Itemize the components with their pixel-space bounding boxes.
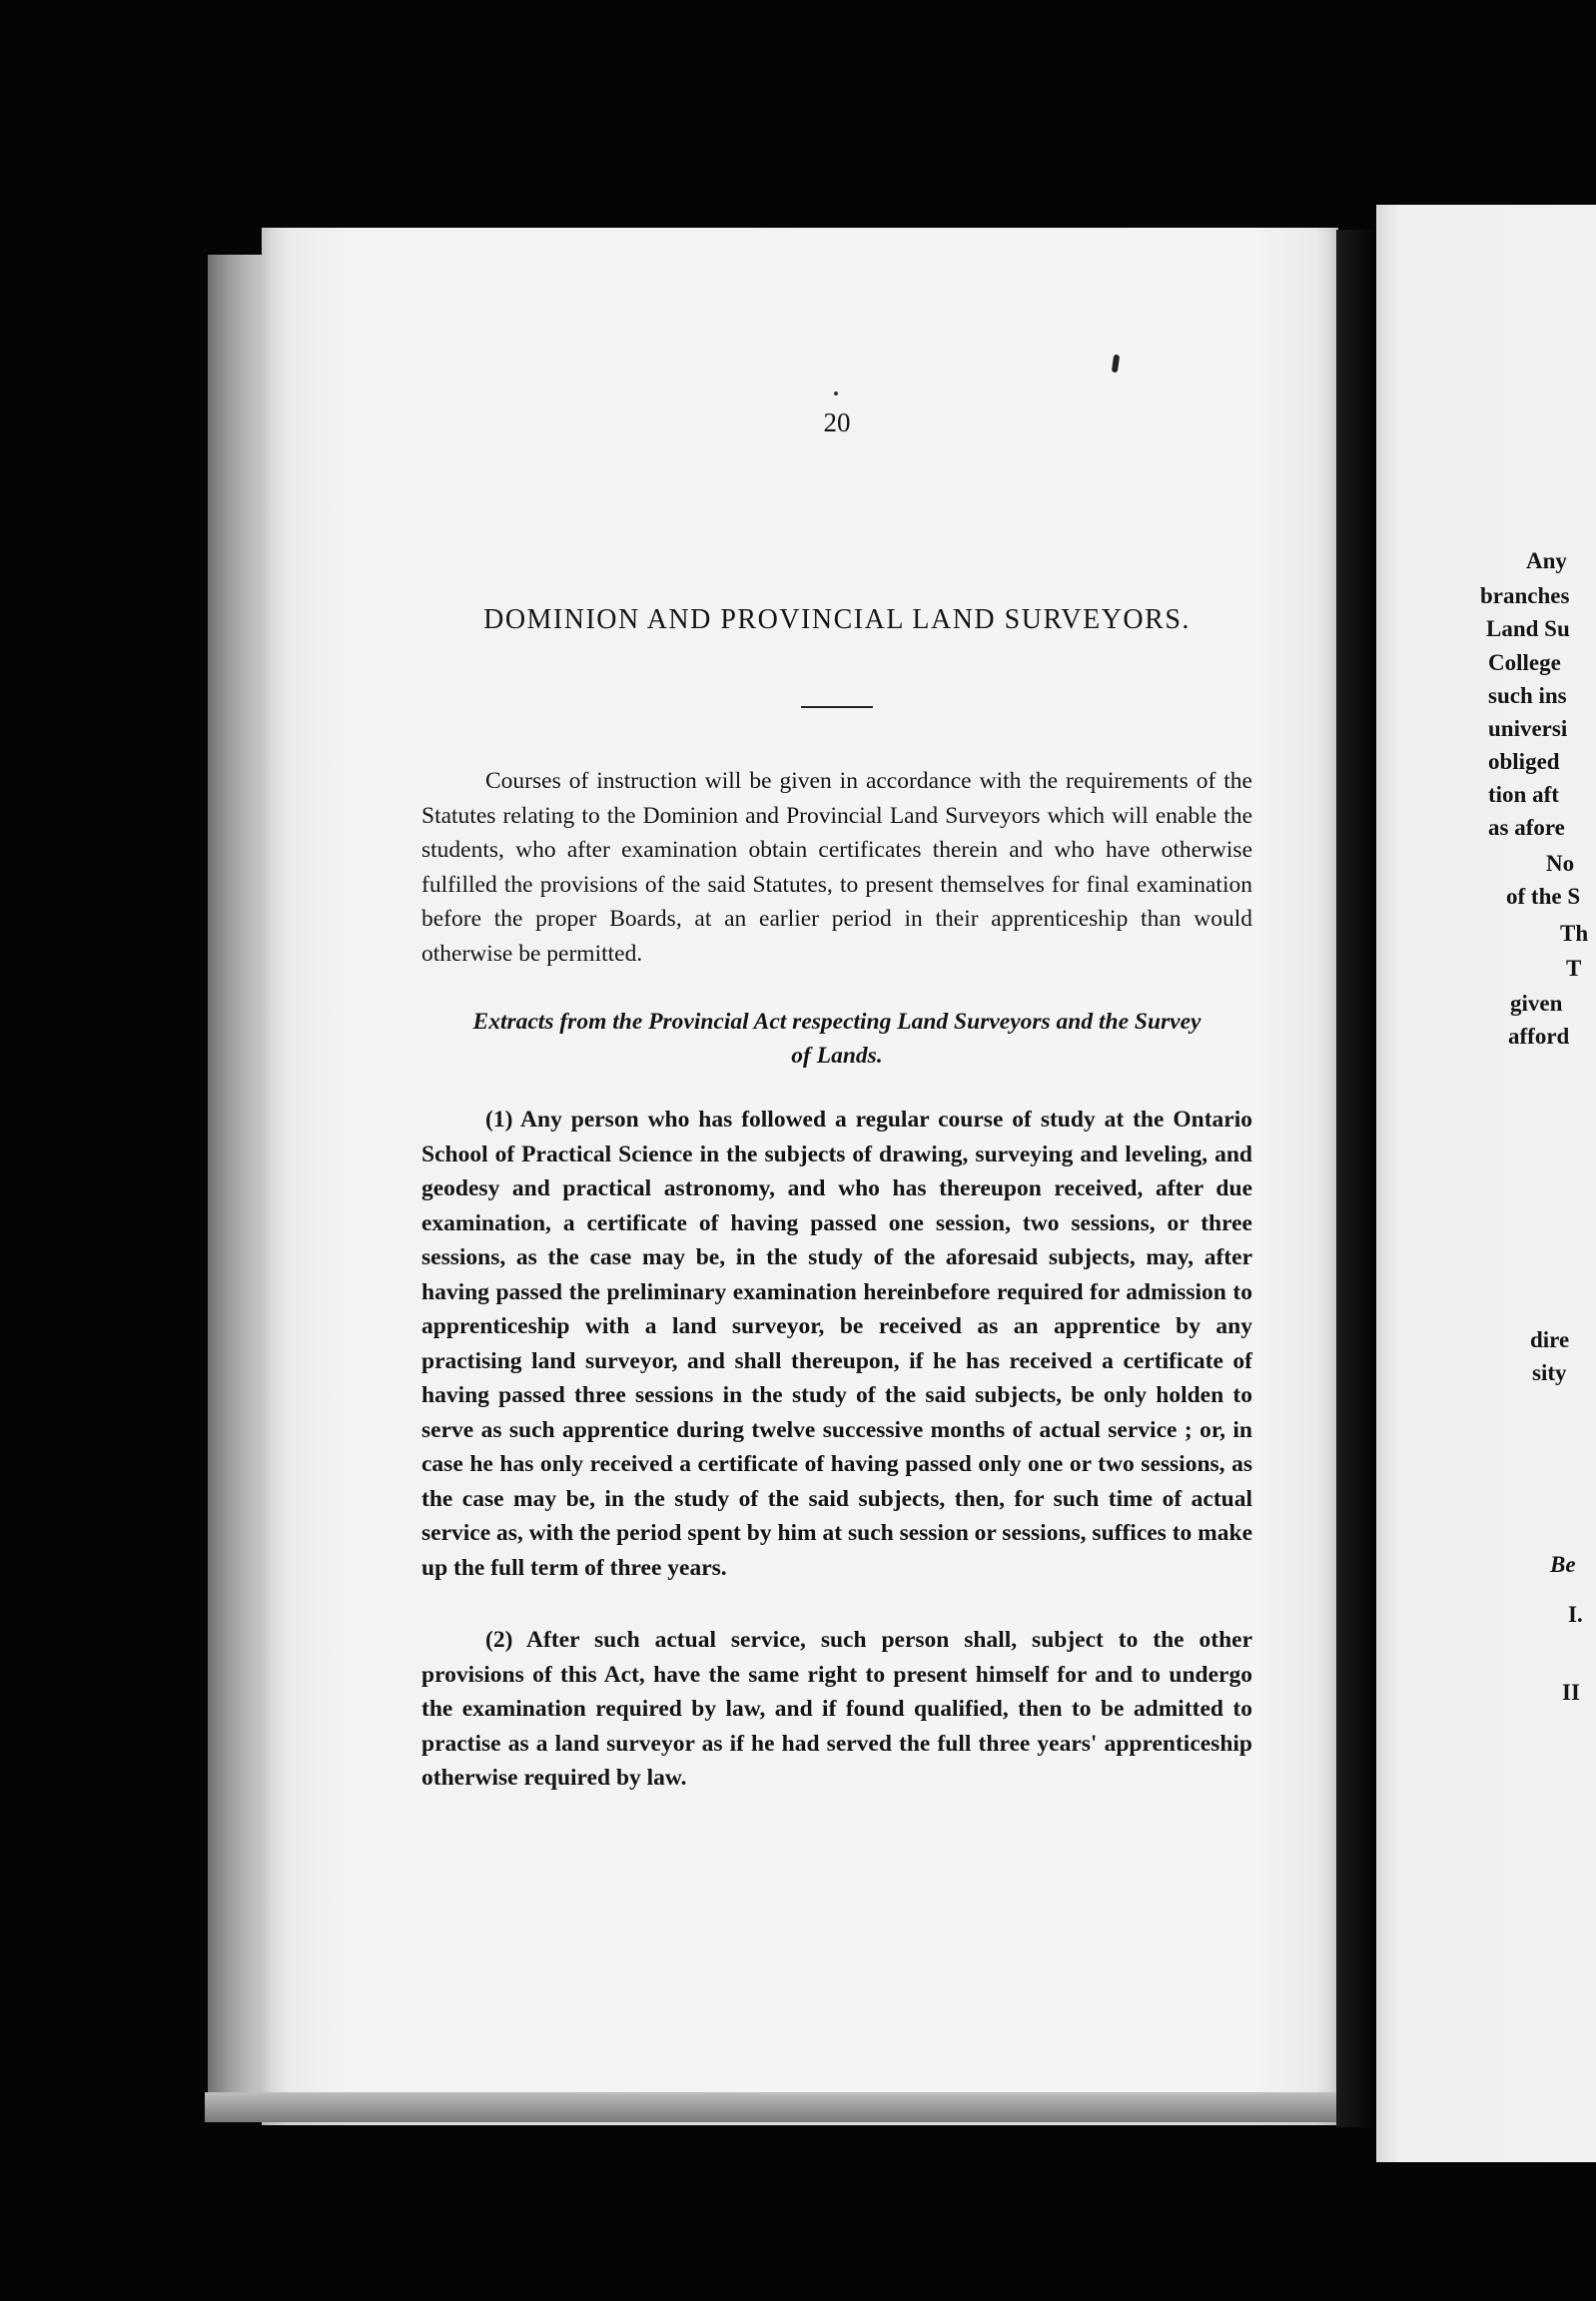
- paragraph-1: (1) Any person who has followed a regular course of study at the Ontario School of Practical Science in the subjects of drawing, surveying and leveling, and geodesy and practical astronomy, and who has thereupon received, after due examination, a certificate of having passed one session, two sessions, or three sessions, as the case may be, in the study of the aforesaid subjects, may, after having passed the preliminary examination hereinbefore required for admission to apprenticeship with a land surveyor, be received as an apprentice by any practising land surveyor, and shall thereupon, if he has received a certificate of having passed three sessions in the study of the said subjects, be only holden to serve as such apprentice during twelve successive months of actual service ; or, in case he has only received a certificate of having passed only one or two sessions, as the case may be, in the study of the said subjects, then, for such time of actual service as, with the period spent by him at such session or sessions, suffices to make up the full term of three years.: [421, 1107, 1252, 1581]
- facing-page: [1376, 205, 1596, 2162]
- facing-fragment: obliged: [1488, 749, 1560, 774]
- page-content: [421, 409, 1252, 1796]
- facing-fragment: Th: [1560, 921, 1589, 946]
- facing-fragment: such ins: [1488, 683, 1567, 708]
- book-bottom-edge: [205, 2092, 1363, 2122]
- facing-fragment: dire: [1530, 1327, 1570, 1352]
- ink-dot: [834, 391, 838, 395]
- facing-fragment: as afore: [1488, 815, 1565, 840]
- facing-fragment: II: [1562, 1680, 1580, 1705]
- facing-fragment: afford: [1508, 1024, 1570, 1049]
- book-gutter: [1336, 230, 1376, 2127]
- facing-fragment: I.: [1568, 1602, 1583, 1627]
- page-number: 20: [823, 407, 851, 437]
- extract-heading-line-1: Extracts from the Provincial Act respecting Land Surveyors and the Survey: [472, 1009, 1201, 1035]
- page-title: DOMINION AND PROVINCIAL LAND SURVEYORS.: [483, 604, 1191, 635]
- facing-fragment: branches: [1480, 583, 1570, 608]
- paragraph-2: (2) After such actual service, such person shall, subject to the other provisions of this Act, have the same right to present himself for and to undergo the examination required by law, and if found qualified, then to be admitted to practise as a land surveyor as if he had served the full three years' apprenticeship otherwise required by law.: [421, 1627, 1252, 1791]
- facing-fragment: College: [1488, 650, 1561, 675]
- facing-fragment: No: [1546, 851, 1575, 876]
- facing-fragment: of the S: [1506, 884, 1581, 909]
- facing-fragment: Land Su: [1486, 616, 1570, 641]
- extract-heading: [421, 1005, 1252, 1073]
- facing-fragment: sity: [1532, 1360, 1567, 1385]
- facing-fragment: given: [1510, 991, 1563, 1016]
- facing-fragment: T: [1566, 956, 1582, 981]
- title-rule: [801, 706, 873, 708]
- intro-paragraph: Courses of instruction will be given in accordance with the requirements of the Statutes relating to the Dominion and Provincial Land Surveyors which will enable the students, who after examination obtain certificates therein and who have otherwise fulfilled the provisions of the said Statutes, to present themselves for final examination before the proper Boards, at an earlier period in their apprenticeship than would otherwise be permitted.: [421, 768, 1252, 967]
- facing-fragment: tion aft: [1488, 782, 1559, 807]
- facing-fragment: universi: [1488, 716, 1568, 741]
- facing-fragment: Any: [1526, 548, 1567, 573]
- extract-heading-line-2: of Lands.: [791, 1043, 883, 1069]
- facing-fragment: Be: [1550, 1552, 1576, 1577]
